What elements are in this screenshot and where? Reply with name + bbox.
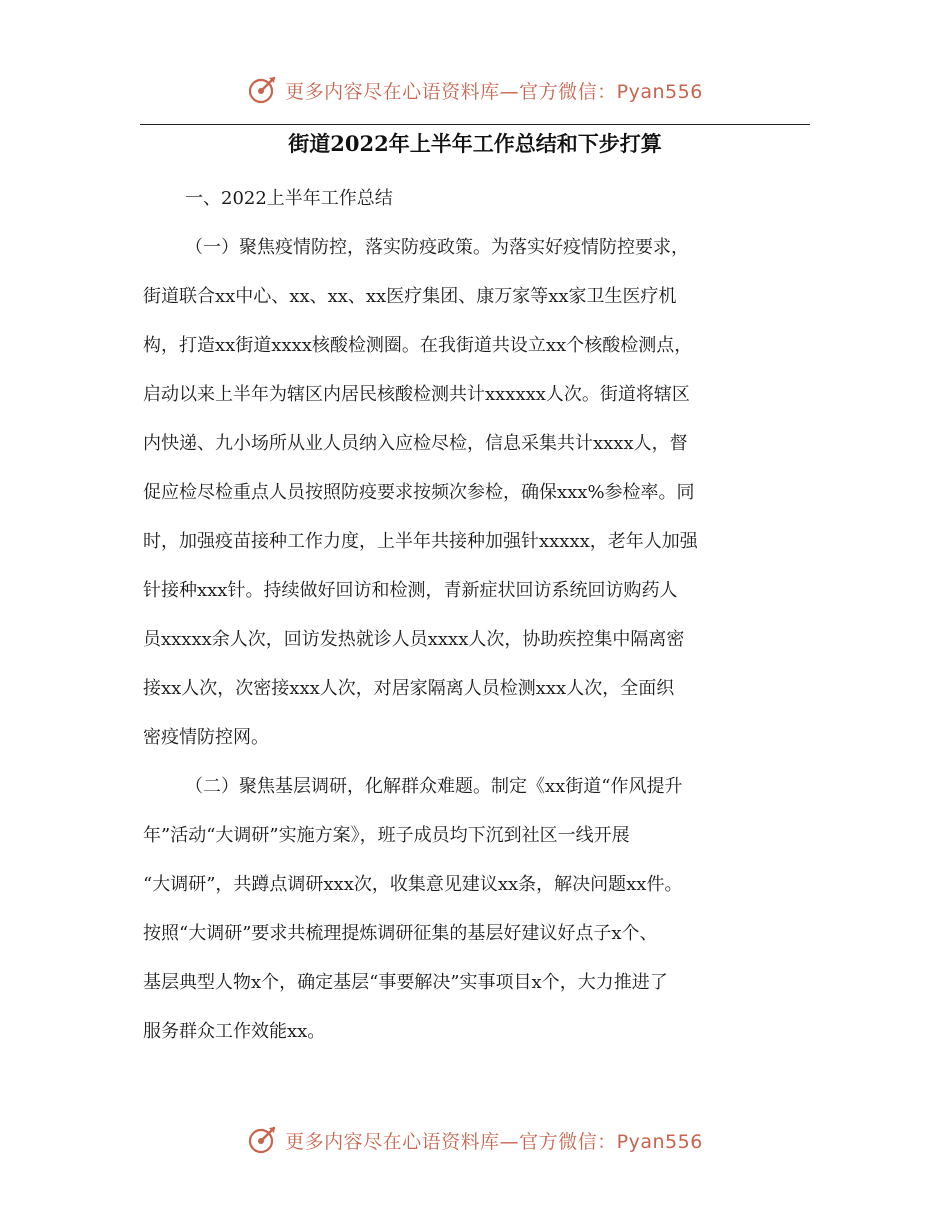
paragraph-line: 员xxxxx余人次，回访发热就诊人员xxxx人次，协助疾控集中隔离密 (143, 629, 685, 650)
paragraph-line: 内快递、九小场所从业人员纳入应检尽检，信息采集共计xxxx人，督 (143, 433, 688, 454)
document-body (143, 174, 815, 1056)
footer-watermark-banner (0, 1120, 950, 1160)
paragraph-line: 基层典型人物x个，确定基层“事要解决”实事项目x个，大力推进了 (143, 972, 668, 993)
paragraph-line: 促应检尽检重点人员按照防疫要求按频次参检，确保xxx%参检率。同 (143, 482, 695, 503)
paragraph-line: 服务群众工作效能xx。 (143, 1021, 326, 1042)
document-title: 街道2022年上半年工作总结和下步打算 (288, 131, 662, 156)
paragraph-line: “大调研”，共蹲点调研xxx次，收集意见建议xx条，解决问题xx件。 (143, 874, 683, 895)
header-divider (140, 124, 810, 125)
paragraph-line: 按照“大调研”要求共梳理提炼调研征集的基层好建议好点子x个、 (143, 923, 658, 944)
paragraph-line: 针接种xxx针。持续做好回访和检测，青新症状回访系统回访购药人 (143, 580, 678, 601)
paragraph-line: 时，加强疫苗接种工作力度，上半年共接种加强针xxxxx，老年人加强 (143, 531, 698, 552)
quill-pen-logo-icon (247, 75, 277, 105)
paragraph-line: 年”活动“大调研”实施方案》，班子成员均下沉到社区一线开展 (143, 825, 630, 846)
paragraph-line: （一）聚焦疫情防控，落实防疫政策。为落实好疫情防控要求， (185, 237, 689, 258)
paragraph-line: 启动以来上半年为辖区内居民核酸检测共计xxxxxx人次。街道将辖区 (143, 384, 690, 405)
paragraph-line: 接xx人次，次密接xxx人次，对居家隔离人员检测xxx人次，全面织 (143, 678, 675, 699)
watermark-text: 更多内容尽在心语资料库—官方微信：Pyan556 (285, 80, 703, 103)
header-watermark-banner (0, 70, 950, 110)
watermark-text: 更多内容尽在心语资料库—官方微信：Pyan556 (285, 1130, 703, 1153)
paragraph-line: （二）聚焦基层调研，化解群众难题。制定《xx街道“作风提升 (185, 776, 683, 797)
section-heading: 一、2022上半年工作总结 (185, 188, 393, 209)
paragraph-line: 街道联合xx中心、xx、xx、xx医疗集团、康万家等xx家卫生医疗机 (143, 286, 677, 307)
quill-pen-logo-icon (247, 1125, 277, 1155)
paragraph-line: 构，打造xx街道xxxx核酸检测圈。在我街道共设立xx个核酸检测点， (143, 335, 693, 356)
paragraph-line: 密疫情防控网。 (143, 727, 269, 748)
